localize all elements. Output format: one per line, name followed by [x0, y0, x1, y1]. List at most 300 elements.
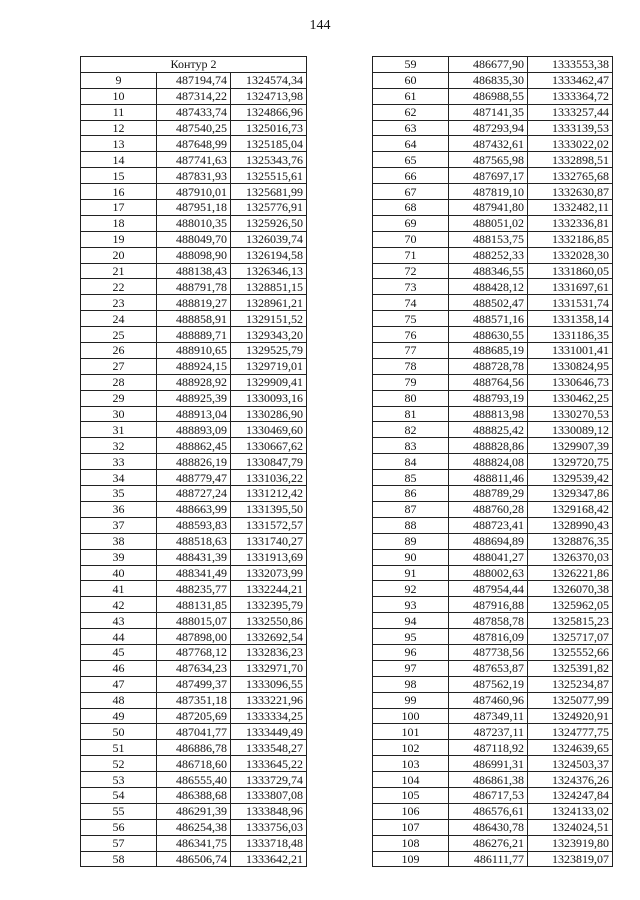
x-coordinate: 486555,40: [157, 772, 231, 788]
x-coordinate: 488862,45: [157, 438, 231, 454]
table-row: [81, 231, 307, 247]
point-number: 69: [373, 215, 449, 231]
x-coordinate: 488910,65: [157, 343, 231, 359]
x-coordinate: 487648,99: [157, 136, 231, 152]
y-coordinate: 1331186,35: [528, 327, 613, 343]
x-coordinate: 488663,99: [157, 501, 231, 517]
y-coordinate: 1333718,48: [231, 835, 307, 851]
y-coordinate: 1329347,86: [528, 486, 613, 502]
y-coordinate: 1324247,84: [528, 787, 613, 803]
point-number: 42: [81, 597, 157, 613]
x-coordinate: 488728,78: [449, 358, 528, 374]
x-coordinate: 488828,86: [449, 438, 528, 454]
table-row: [373, 660, 613, 676]
x-coordinate: 486991,31: [449, 756, 528, 772]
point-number: 27: [81, 358, 157, 374]
x-coordinate: 487951,18: [157, 200, 231, 216]
y-coordinate: 1332073,99: [231, 565, 307, 581]
table-row: [81, 438, 307, 454]
y-coordinate: 1330089,12: [528, 422, 613, 438]
x-coordinate: 487653,87: [449, 660, 528, 676]
x-coordinate: 488002,63: [449, 565, 528, 581]
point-number: 71: [373, 247, 449, 263]
y-coordinate: 1331860,05: [528, 263, 613, 279]
point-number: 101: [373, 724, 449, 740]
table-row: [81, 311, 307, 327]
x-coordinate: 488824,08: [449, 454, 528, 470]
point-number: 62: [373, 104, 449, 120]
x-coordinate: 488779,47: [157, 470, 231, 486]
point-number: 96: [373, 644, 449, 660]
y-coordinate: 1330286,90: [231, 406, 307, 422]
x-coordinate: 488051,02: [449, 215, 528, 231]
x-coordinate: 488593,83: [157, 517, 231, 533]
table-row: [373, 120, 613, 136]
point-number: 82: [373, 422, 449, 438]
point-number: 38: [81, 533, 157, 549]
point-number: 75: [373, 311, 449, 327]
table-row: [81, 708, 307, 724]
x-coordinate: 488889,71: [157, 327, 231, 343]
y-coordinate: 1328961,21: [231, 295, 307, 311]
y-coordinate: 1332028,30: [528, 247, 613, 263]
point-number: 89: [373, 533, 449, 549]
table-row: [373, 343, 613, 359]
point-number: 47: [81, 676, 157, 692]
point-number: 9: [81, 72, 157, 88]
table-row: [373, 756, 613, 772]
y-coordinate: 1329525,79: [231, 343, 307, 359]
table-row: [81, 343, 307, 359]
point-number: 12: [81, 120, 157, 136]
table-row: [373, 533, 613, 549]
x-coordinate: 488346,55: [449, 263, 528, 279]
y-coordinate: 1325926,50: [231, 215, 307, 231]
point-number: 93: [373, 597, 449, 613]
table-row: [373, 104, 613, 120]
y-coordinate: 1326070,38: [528, 581, 613, 597]
table-row: [81, 295, 307, 311]
point-number: 100: [373, 708, 449, 724]
table-row: [81, 819, 307, 835]
table-row: [373, 740, 613, 756]
y-coordinate: 1333221,96: [231, 692, 307, 708]
x-coordinate: 488928,92: [157, 374, 231, 390]
x-coordinate: 488925,39: [157, 390, 231, 406]
y-coordinate: 1332336,81: [528, 215, 613, 231]
y-coordinate: 1332971,70: [231, 660, 307, 676]
y-coordinate: 1333645,22: [231, 756, 307, 772]
x-coordinate: 486506,74: [157, 851, 231, 867]
table-row: [373, 724, 613, 740]
point-number: 43: [81, 613, 157, 629]
point-number: 84: [373, 454, 449, 470]
point-number: 36: [81, 501, 157, 517]
table-row: [373, 168, 613, 184]
x-coordinate: 488153,75: [449, 231, 528, 247]
table-row: [81, 692, 307, 708]
point-number: 50: [81, 724, 157, 740]
x-coordinate: 488723,41: [449, 517, 528, 533]
y-coordinate: 1332395,79: [231, 597, 307, 613]
x-coordinate: 486835,30: [449, 72, 528, 88]
table-row: [81, 660, 307, 676]
x-coordinate: 488502,47: [449, 295, 528, 311]
y-coordinate: 1330847,79: [231, 454, 307, 470]
x-coordinate: 487941,80: [449, 200, 528, 216]
y-coordinate: 1325552,66: [528, 644, 613, 660]
x-coordinate: 488041,27: [449, 549, 528, 565]
y-coordinate: 1330462,25: [528, 390, 613, 406]
table-row: [373, 772, 613, 788]
y-coordinate: 1331913,69: [231, 549, 307, 565]
table-row: [373, 88, 613, 104]
point-number: 68: [373, 200, 449, 216]
y-coordinate: 1325515,61: [231, 168, 307, 184]
y-coordinate: 1326370,03: [528, 549, 613, 565]
x-coordinate: 488518,63: [157, 533, 231, 549]
x-coordinate: 487118,92: [449, 740, 528, 756]
x-coordinate: 487831,93: [157, 168, 231, 184]
point-number: 90: [373, 549, 449, 565]
table-row: [373, 152, 613, 168]
point-number: 45: [81, 644, 157, 660]
point-number: 64: [373, 136, 449, 152]
table-row: [373, 184, 613, 200]
table-row: [373, 406, 613, 422]
x-coordinate: 486254,38: [157, 819, 231, 835]
x-coordinate: 488760,28: [449, 501, 528, 517]
y-coordinate: 1324574,34: [231, 72, 307, 88]
x-coordinate: 488793,19: [449, 390, 528, 406]
table-row: [81, 470, 307, 486]
y-coordinate: 1323919,80: [528, 835, 613, 851]
point-number: 41: [81, 581, 157, 597]
y-coordinate: 1329719,01: [231, 358, 307, 374]
y-coordinate: 1330667,62: [231, 438, 307, 454]
y-coordinate: 1325962,05: [528, 597, 613, 613]
point-number: 31: [81, 422, 157, 438]
y-coordinate: 1325343,76: [231, 152, 307, 168]
y-coordinate: 1332630,87: [528, 184, 613, 200]
point-number: 40: [81, 565, 157, 581]
x-coordinate: 488571,16: [449, 311, 528, 327]
point-number: 105: [373, 787, 449, 803]
y-coordinate: 1323819,07: [528, 851, 613, 867]
x-coordinate: 488235,77: [157, 581, 231, 597]
y-coordinate: 1328876,35: [528, 533, 613, 549]
point-number: 46: [81, 660, 157, 676]
y-coordinate: 1329907,39: [528, 438, 613, 454]
table-row: [373, 422, 613, 438]
x-coordinate: 487634,23: [157, 660, 231, 676]
point-number: 76: [373, 327, 449, 343]
table-row: [81, 851, 307, 867]
y-coordinate: 1330469,60: [231, 422, 307, 438]
table-row: [373, 57, 613, 73]
x-coordinate: 488811,46: [449, 470, 528, 486]
point-number: 21: [81, 263, 157, 279]
y-coordinate: 1324133,02: [528, 803, 613, 819]
point-number: 33: [81, 454, 157, 470]
x-coordinate: 487351,18: [157, 692, 231, 708]
table-row: [373, 549, 613, 565]
y-coordinate: 1325185,04: [231, 136, 307, 152]
point-number: 94: [373, 613, 449, 629]
y-coordinate: 1333022,02: [528, 136, 613, 152]
x-coordinate: 488727,24: [157, 486, 231, 502]
y-coordinate: 1325391,82: [528, 660, 613, 676]
contour-caption: Контур 2: [81, 57, 307, 73]
point-number: 103: [373, 756, 449, 772]
y-coordinate: 1332244,21: [231, 581, 307, 597]
table-row: [81, 756, 307, 772]
point-number: 91: [373, 565, 449, 581]
point-number: 59: [373, 57, 449, 73]
point-number: 34: [81, 470, 157, 486]
point-number: 14: [81, 152, 157, 168]
point-number: 79: [373, 374, 449, 390]
point-number: 53: [81, 772, 157, 788]
table-row: [81, 454, 307, 470]
y-coordinate: 1326221,86: [528, 565, 613, 581]
x-coordinate: 488825,42: [449, 422, 528, 438]
point-number: 51: [81, 740, 157, 756]
x-coordinate: 487141,35: [449, 104, 528, 120]
x-coordinate: 487433,74: [157, 104, 231, 120]
point-number: 77: [373, 343, 449, 359]
x-coordinate: 487237,11: [449, 724, 528, 740]
table-row: [81, 88, 307, 104]
table-row: [373, 581, 613, 597]
table-row: [373, 470, 613, 486]
x-coordinate: 488791,78: [157, 279, 231, 295]
x-coordinate: 486388,68: [157, 787, 231, 803]
x-coordinate: 487565,98: [449, 152, 528, 168]
y-coordinate: 1333257,44: [528, 104, 613, 120]
y-coordinate: 1332692,54: [231, 629, 307, 645]
table-row: [81, 136, 307, 152]
point-number: 16: [81, 184, 157, 200]
point-number: 70: [373, 231, 449, 247]
x-coordinate: 488010,35: [157, 215, 231, 231]
table-row: [81, 200, 307, 216]
x-coordinate: 487858,78: [449, 613, 528, 629]
table-row: [373, 279, 613, 295]
table-row: [373, 819, 613, 835]
point-number: 81: [373, 406, 449, 422]
y-coordinate: 1326194,58: [231, 247, 307, 263]
point-number: 67: [373, 184, 449, 200]
x-coordinate: 487819,10: [449, 184, 528, 200]
y-coordinate: 1325776,91: [231, 200, 307, 216]
point-number: 109: [373, 851, 449, 867]
y-coordinate: 1331358,14: [528, 311, 613, 327]
table-row: [373, 803, 613, 819]
y-coordinate: 1331531,74: [528, 295, 613, 311]
table-row: [373, 438, 613, 454]
table-row: [373, 327, 613, 343]
table-row: [373, 517, 613, 533]
y-coordinate: 1325234,87: [528, 676, 613, 692]
table-row: [81, 263, 307, 279]
point-number: 61: [373, 88, 449, 104]
point-number: 74: [373, 295, 449, 311]
x-coordinate: 487314,22: [157, 88, 231, 104]
table-row: [373, 644, 613, 660]
point-number: 17: [81, 200, 157, 216]
y-coordinate: 1331697,61: [528, 279, 613, 295]
point-number: 24: [81, 311, 157, 327]
table-row: [373, 708, 613, 724]
x-coordinate: 486576,61: [449, 803, 528, 819]
x-coordinate: 486111,77: [449, 851, 528, 867]
x-coordinate: 486861,38: [449, 772, 528, 788]
y-coordinate: 1331572,57: [231, 517, 307, 533]
y-coordinate: 1324777,75: [528, 724, 613, 740]
y-coordinate: 1329343,20: [231, 327, 307, 343]
table-row: [373, 787, 613, 803]
table-row: [373, 676, 613, 692]
table-row: [81, 501, 307, 517]
y-coordinate: 1330824,95: [528, 358, 613, 374]
point-number: 37: [81, 517, 157, 533]
x-coordinate: 488630,55: [449, 327, 528, 343]
x-coordinate: 488015,07: [157, 613, 231, 629]
y-coordinate: 1328851,15: [231, 279, 307, 295]
x-coordinate: 487499,37: [157, 676, 231, 692]
table-row: [81, 104, 307, 120]
x-coordinate: 488858,91: [157, 311, 231, 327]
x-coordinate: 487293,94: [449, 120, 528, 136]
table-row: [81, 629, 307, 645]
table-row: [373, 200, 613, 216]
point-number: 44: [81, 629, 157, 645]
x-coordinate: 488428,12: [449, 279, 528, 295]
y-coordinate: 1333848,96: [231, 803, 307, 819]
point-number: 56: [81, 819, 157, 835]
point-number: 20: [81, 247, 157, 263]
x-coordinate: 487697,17: [449, 168, 528, 184]
x-coordinate: 487816,09: [449, 629, 528, 645]
x-coordinate: 486717,53: [449, 787, 528, 803]
y-coordinate: 1332186,85: [528, 231, 613, 247]
x-coordinate: 488826,19: [157, 454, 231, 470]
x-coordinate: 488764,56: [449, 374, 528, 390]
coordinates-table-right: [372, 56, 613, 867]
point-number: 35: [81, 486, 157, 502]
point-number: 54: [81, 787, 157, 803]
y-coordinate: 1329720,75: [528, 454, 613, 470]
x-coordinate: 488341,49: [157, 565, 231, 581]
x-coordinate: 486886,78: [157, 740, 231, 756]
y-coordinate: 1331001,41: [528, 343, 613, 359]
y-coordinate: 1328990,43: [528, 517, 613, 533]
x-coordinate: 488138,43: [157, 263, 231, 279]
y-coordinate: 1325717,07: [528, 629, 613, 645]
x-coordinate: 487898,00: [157, 629, 231, 645]
y-coordinate: 1332765,68: [528, 168, 613, 184]
y-coordinate: 1325016,73: [231, 120, 307, 136]
table-row: [81, 327, 307, 343]
x-coordinate: 487741,63: [157, 152, 231, 168]
table-row: [373, 215, 613, 231]
table-caption-row: [81, 57, 307, 73]
table-row: [373, 486, 613, 502]
y-coordinate: 1333807,08: [231, 787, 307, 803]
x-coordinate: 488893,09: [157, 422, 231, 438]
point-number: 108: [373, 835, 449, 851]
table-row: [373, 231, 613, 247]
x-coordinate: 487954,44: [449, 581, 528, 597]
point-number: 57: [81, 835, 157, 851]
point-number: 26: [81, 343, 157, 359]
y-coordinate: 1332550,86: [231, 613, 307, 629]
y-coordinate: 1333756,03: [231, 819, 307, 835]
point-number: 72: [373, 263, 449, 279]
point-number: 107: [373, 819, 449, 835]
table-row: [81, 152, 307, 168]
point-number: 85: [373, 470, 449, 486]
point-number: 30: [81, 406, 157, 422]
table-row: [81, 803, 307, 819]
table-row: [373, 597, 613, 613]
y-coordinate: 1324713,98: [231, 88, 307, 104]
point-number: 60: [373, 72, 449, 88]
x-coordinate: 487738,56: [449, 644, 528, 660]
table-row: [373, 263, 613, 279]
table-row: [373, 501, 613, 517]
y-coordinate: 1333449,49: [231, 724, 307, 740]
y-coordinate: 1331740,27: [231, 533, 307, 549]
y-coordinate: 1333139,53: [528, 120, 613, 136]
table-row: [373, 613, 613, 629]
table-row: [81, 486, 307, 502]
x-coordinate: 488431,39: [157, 549, 231, 565]
x-coordinate: 488913,04: [157, 406, 231, 422]
point-number: 48: [81, 692, 157, 708]
y-coordinate: 1331036,22: [231, 470, 307, 486]
y-coordinate: 1332482,11: [528, 200, 613, 216]
x-coordinate: 486341,75: [157, 835, 231, 851]
point-number: 58: [81, 851, 157, 867]
y-coordinate: 1326346,13: [231, 263, 307, 279]
y-coordinate: 1324920,91: [528, 708, 613, 724]
x-coordinate: 488049,70: [157, 231, 231, 247]
point-number: 92: [373, 581, 449, 597]
x-coordinate: 488252,33: [449, 247, 528, 263]
table-row: [81, 120, 307, 136]
x-coordinate: 488819,27: [157, 295, 231, 311]
y-coordinate: 1324639,65: [528, 740, 613, 756]
table-row: [373, 454, 613, 470]
y-coordinate: 1333729,74: [231, 772, 307, 788]
x-coordinate: 488685,19: [449, 343, 528, 359]
y-coordinate: 1324024,51: [528, 819, 613, 835]
table-row: [373, 247, 613, 263]
table-row: [81, 676, 307, 692]
table-row: [81, 597, 307, 613]
point-number: 55: [81, 803, 157, 819]
point-number: 87: [373, 501, 449, 517]
point-number: 106: [373, 803, 449, 819]
point-number: 39: [81, 549, 157, 565]
point-number: 98: [373, 676, 449, 692]
point-number: 19: [81, 231, 157, 247]
y-coordinate: 1325815,23: [528, 613, 613, 629]
y-coordinate: 1330093,16: [231, 390, 307, 406]
point-number: 25: [81, 327, 157, 343]
